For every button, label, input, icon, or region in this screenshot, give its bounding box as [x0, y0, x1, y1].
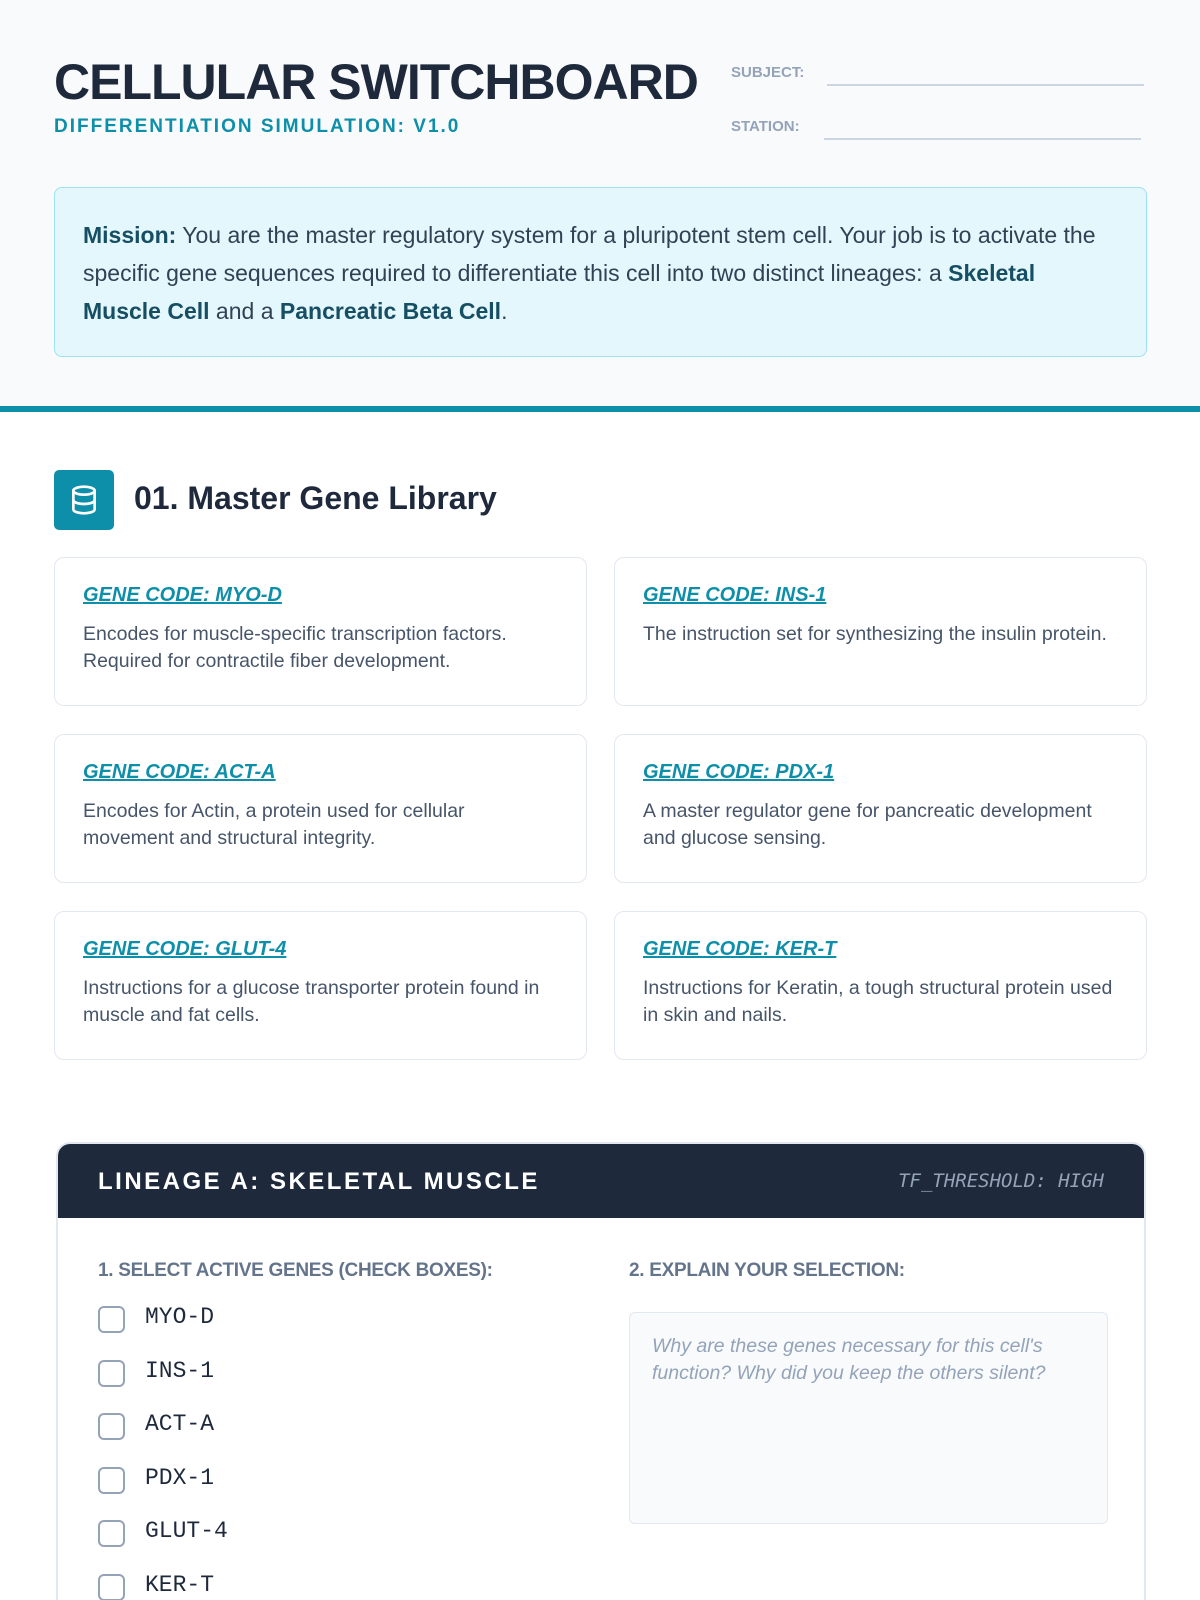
page-header	[0, 0, 1200, 412]
subject-row	[731, 64, 1151, 94]
gene-code-link[interactable]: GENE CODE: MYO-D	[83, 584, 282, 606]
subject-label: SUBJECT:	[731, 64, 805, 81]
gene-description: Instructions for Keratin, a tough structural protein used in skin and nails.	[643, 977, 1113, 1026]
gene-code-link[interactable]: GENE CODE: KER-T	[643, 938, 837, 960]
mission-text-1: You are the master regulatory system for a pluripotent stem cell. Your job is to activate the specific gene sequences required to differentiate this cell into two distinct lineages: a	[83, 222, 1096, 286]
gene-description: Instructions for a glucose transporter protein found in muscle and fat cells.	[83, 977, 540, 1026]
mission-text-2: and a	[209, 298, 280, 324]
gene-code-link[interactable]: GENE CODE: GLUT-4	[83, 938, 287, 960]
checkbox-label: PDX-1	[145, 1464, 215, 1491]
gene-card	[614, 734, 1147, 883]
gene-code-link[interactable]: GENE CODE: INS-1	[643, 584, 827, 606]
gene-card	[614, 557, 1147, 706]
lineage-header-bar	[58, 1144, 1144, 1218]
mission-lineage-2: Pancreatic Beta Cell	[279, 298, 502, 324]
section-title: 01. Master Gene Library	[134, 480, 497, 516]
explain-label: 2. EXPLAIN YOUR SELECTION:	[629, 1260, 905, 1281]
station-row	[731, 118, 1151, 148]
gene-description: A master regulator gene for pancreatic development and glucose sensing.	[643, 800, 1092, 849]
checkbox-label: INS-1	[145, 1357, 215, 1384]
checkbox[interactable]	[98, 1520, 125, 1547]
gene-description: The instruction set for synthesizing the insulin protein.	[643, 623, 1107, 645]
select-genes-label: 1. SELECT ACTIVE GENES (CHECK BOXES):	[98, 1260, 493, 1281]
checkbox-label: MYO-D	[145, 1304, 215, 1330]
checkbox[interactable]	[98, 1360, 125, 1387]
database-icon	[54, 470, 114, 530]
page-subtitle: DIFFERENTIATION SIMULATION: V1.0	[54, 116, 461, 137]
mission-text-3: .	[501, 298, 508, 324]
station-label: STATION:	[731, 118, 800, 135]
subject-input[interactable]	[827, 64, 1144, 86]
gene-description: Encodes for Actin, a protein used for cellular movement and structural integrity.	[83, 800, 465, 849]
lineage-title: LINEAGE A: SKELETAL MUSCLE	[98, 1168, 540, 1195]
gene-card	[54, 557, 587, 706]
mission-label: Mission:	[83, 222, 177, 248]
station-input[interactable]	[824, 118, 1141, 140]
checkbox[interactable]	[98, 1467, 125, 1494]
mission-box	[54, 187, 1147, 357]
checkbox-label: GLUT-4	[145, 1518, 228, 1544]
gene-card	[614, 911, 1147, 1060]
checkbox[interactable]	[98, 1413, 125, 1440]
page-title: CELLULAR SWITCHBOARD	[54, 54, 698, 110]
gene-library-grid	[54, 557, 1147, 1060]
explanation-textarea[interactable]	[629, 1312, 1108, 1524]
gene-description: Encodes for muscle-specific transcription factors. Required for contractile fiber development.	[83, 623, 507, 672]
mission-lineage-1: Skeletal Muscle Cell	[83, 260, 1036, 324]
threshold-label: TF_THRESHOLD: HIGH	[898, 1170, 1104, 1192]
checkbox-label: ACT-A	[145, 1411, 215, 1437]
gene-card	[54, 911, 587, 1060]
lineage-a-panel	[56, 1142, 1146, 1600]
checkbox-label: KER-T	[145, 1571, 215, 1598]
checkbox[interactable]	[98, 1306, 125, 1333]
checkbox[interactable]	[98, 1574, 125, 1600]
gene-code-link[interactable]: GENE CODE: ACT-A	[83, 761, 276, 783]
gene-code-link[interactable]: GENE CODE: PDX-1	[643, 761, 835, 783]
gene-card	[54, 734, 587, 883]
